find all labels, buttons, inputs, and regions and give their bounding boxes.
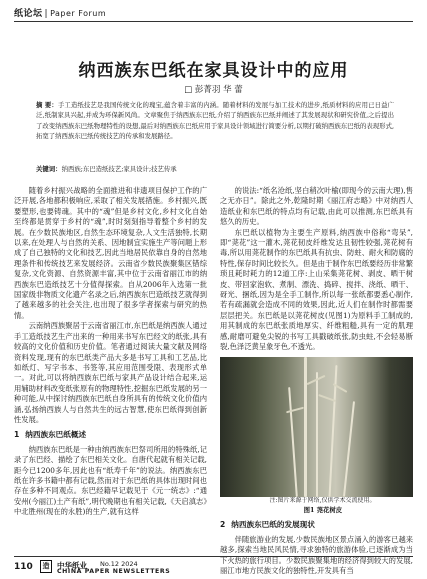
figure-1-photo xyxy=(220,357,413,497)
page-footer xyxy=(14,560,413,575)
intro-paragraph-2: 云南纳西族聚居于云南省丽江市,东巴纸是纳西族人通过手工造纸技艺生产出来的一种用来书写东巴经文的纸张,具有较高的文化价值和历史价值。笔者通过阅读大量文献及网络资料发现,现有的东巴纸类产品大多是书写工具和工艺品,比如纸灯、写字书本、书签等,其应用范围受限、表现形式单一。对此,可以将纳西族东巴纸与家具产品设计结合起来,运用辅助材料改变纸张原有的物理特性,挖掘东巴纸发展的另一种可能,从中探讨纳西族东巴纸自身所具有的传统文化价值内涵,弘扬纳西族人与自然共生的远古智慧,使东巴纸得到创新性发展。 xyxy=(14,321,207,424)
figure-1-caption: 注:图片来源于网络,仅供学术交流使用。 xyxy=(269,496,376,504)
section-2-paragraph: 伴随旅游业的发展,少数民族地区景点涌入的游客已越来越多,探索当地民风民情,寻求独特的旅游体验,已逐渐成为当下火热的旅行项目。少数民族聚集地的经济得到较大的发展,丽江市地方民族文化的独特性,开发具有当 xyxy=(220,534,413,575)
abstract xyxy=(36,100,394,142)
keywords-label: 关键词： xyxy=(36,165,62,173)
abstract-text: 手工造纸技艺是我国传统文化的瑰宝,蕴含着丰富的内涵。随着材料的发展与加工技术的进步,纸质材料的应用已日益广泛,纸制家具兴起,并成为环保新风尚。文章聚焦于纳西族东巴纸,介绍了纳西族东巴纸并阐述了其发展现状和研究价值,之后提出了改变纳西族东巴纸物理特性的设想,最后对纳西族东巴纸应用于家具设计领域进行简要分析,以期打破纳西族东巴纸的表现形式,拓宽了纳西族东巴纸传统技艺的传承和发展路径。 xyxy=(36,101,394,141)
article-authors: □ 彭菁羽 华 蕾 xyxy=(184,85,243,95)
figure-1-label: 图1 荛花树皮 xyxy=(303,505,343,514)
keywords-text: 纳西族;东巴造纸技艺;家具设计;技艺传承 xyxy=(61,165,177,173)
header-rule xyxy=(14,21,413,22)
footer-rule xyxy=(14,556,413,557)
section-name-en: Paper Forum xyxy=(50,9,107,18)
magazine-logo-icon: 造 xyxy=(40,560,52,573)
page-number: 110 xyxy=(14,562,33,572)
intro-paragraph-1: 随着乡村振兴战略的全面推进和非遗项目保护工作的广泛开展,各地都积极响应,采取了相关发展措施。乡村振兴,既要塑形,也要铸魂。其中的“魂”但是乡村文化,乡村文化自始至终都是贯穿于乡村的“魂”,时时刻刻指导着整个乡村的发展。在少数民族地区,自然生态环境复杂,人文生活独特,长期以来,在处理人与自然的关系、因地制宜实施生产等问题上形成了自己独特的文化和技艺,因此当地居民依靠自身的自然地理条件和传统技艺来发展经济。云南省少数民族聚集区错综复杂,文化资源、自然资源丰富,其中位于云南省丽江市的纳西族东巴造纸技艺十分值得探索。自从2006年入选第一批国家级非物质文化遗产名录之后,纳西族东巴造纸技艺就得到了越来越多的社会关注,也出现了很多学者探索与研究的热情。 xyxy=(14,186,207,320)
section-2-title: 纳西族东巴纸的发展现状 xyxy=(231,520,315,530)
right-column xyxy=(220,186,413,576)
magazine-name-en: CHINA PAPER NEWSLETTERS xyxy=(57,568,171,575)
section-2-heading xyxy=(220,520,413,530)
abstract-label: 摘 要： xyxy=(36,101,58,109)
magazine-name: 中华纸业 xyxy=(57,561,87,570)
page-header xyxy=(14,6,106,19)
article-title: 纳西族东巴纸在家具设计中的应用 xyxy=(78,61,349,81)
section-2-number: 2 xyxy=(220,520,226,530)
issue-number: No.12 2024 xyxy=(100,560,138,568)
header-separator: | xyxy=(44,9,49,19)
section-name: 纸论坛 xyxy=(14,9,43,19)
keywords xyxy=(36,164,394,173)
section-1-heading xyxy=(14,430,207,440)
section-1-paragraph: 纳西族东巴纸是一种由纳西族东巴祭司所用的特殊纸,记录了东巴经、描绘了东巴相关文化。自唐代起就有相关记载,距今已1200多年,因此也有“纸寿千年”的说法。纳西族东巴纸在许多书籍中都有记载,然而对于东巴纸的具体出现时间也存在多种不同观点。东巴经籍早记载见于《元一统志》:“通安州(今丽江)土产有纸”,明代晚期也有相关记载,《天启滇志》中北胜州(现在的永胜)的生产,就有这样 xyxy=(14,444,207,517)
section-1-title: 纳西族东巴纸概述 xyxy=(25,430,87,440)
right-paragraph-1: 的说法:“纸名沧纸,坚白稍次叶榆(即现今的云南大理),售之无亦日”。除此之外,乾隆时期《丽江府志略》中对纳西人造纸业和东巴纸的特点均有记载,由此可以推测,东巴纸具有悠久的历史。 xyxy=(220,186,413,227)
left-column xyxy=(14,186,207,518)
right-paragraph-2: 东巴纸以植物为主要生产原料,纳西族中俗称“弯呆”,即“荛花”这一灌木,荛花韧皮纤维发达且韧性较强,荛花树有毒,所以用荛花制作的东巴纸具有抗虫、防蛀、耐火和防腐的特性,保存时间比较长久。但是由于制作东巴纸要经历非常繁琐且耗时耗力的12道工序:上山采集荛花树、剥皮、晒干树皮、带回家泡软、煮制、漂洗、捣碎、搅拌、浇纸、晒干、砑光、捆纸,因为是全手工制作,所以每一张纸都要悉心制作,若有疏漏就会造成不同的效果,因此,近人们在制作时都需要层层把关。东巴纸是以荛花树皮(见图1)为原料手工制成的,用其制成的东巴纸张质地厚实、纤维粗糙,具有一定的肌理感,耐磨可避免尖锐的书写工具戳破纸张,防虫蛀,不会轻易断裂,色泽泛黄呈象牙色,不透光。 xyxy=(220,227,413,352)
section-1-number: 1 xyxy=(14,430,20,440)
